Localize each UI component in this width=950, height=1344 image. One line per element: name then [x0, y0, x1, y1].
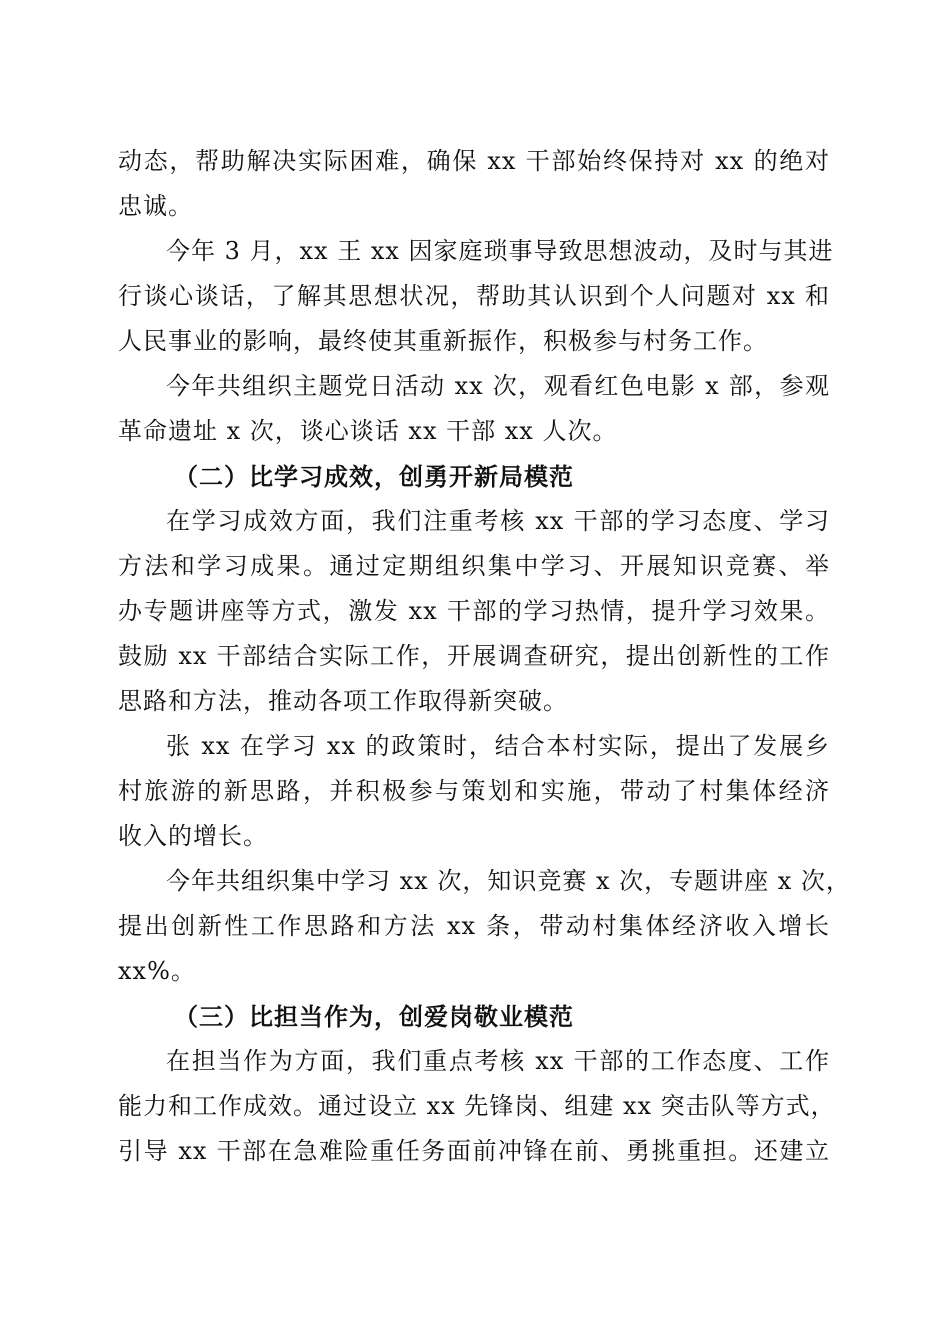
text-line: xx%。	[118, 957, 196, 985]
section-heading: （二）比学习成效，创勇开新局模范	[174, 462, 574, 491]
text-line: 人民事业的影响，最终使其重新振作，积极参与村务工作。	[118, 327, 768, 355]
paragraph-first-line: 今年 3 月，xx 王 xx 因家庭琐事导致思想波动，及时与其进	[166, 237, 834, 265]
text-line: 办专题讲座等方式，激发 xx 干部的学习热情，提升学习效果。	[118, 597, 830, 625]
text-line: 革命遗址 x 次，谈心谈话 xx 干部 xx 人次。	[118, 417, 618, 445]
paragraph-first-line: 在学习成效方面，我们注重考核 xx 干部的学习态度、学习	[166, 507, 830, 535]
text-line: 村旅游的新思路，并积极参与策划和实施，带动了村集体经济	[118, 777, 830, 805]
text-line: 动态，帮助解决实际困难，确保 xx 干部始终保持对 xx 的绝对	[118, 147, 830, 175]
document-body	[118, 139, 851, 1174]
text-line: 思路和方法，推动各项工作取得新突破。	[118, 687, 568, 715]
paragraph-first-line: 张 xx 在学习 xx 的政策时，结合本村实际，提出了发展乡	[166, 732, 830, 760]
text-line: 引导 xx 干部在急难险重任务面前冲锋在前、勇挑重担。还建立	[118, 1137, 830, 1165]
paragraph-first-line: 今年共组织集中学习 xx 次，知识竞赛 x 次，专题讲座 x 次，	[166, 867, 851, 895]
text-line: 提出创新性工作思路和方法 xx 条，带动村集体经济收入增长	[118, 912, 830, 940]
paragraph-first-line: 今年共组织主题党日活动 xx 次，观看红色电影 x 部，参观	[166, 372, 830, 400]
section-heading: （三）比担当作为，创爱岗敬业模范	[174, 1002, 574, 1031]
text-line: 方法和学习成果。通过定期组织集中学习、开展知识竞赛、举	[118, 552, 830, 580]
text-line: 鼓励 xx 干部结合实际工作，开展调查研究，提出创新性的工作	[118, 642, 830, 670]
text-line: 忠诚。	[118, 192, 193, 220]
text-line: 能力和工作成效。通过设立 xx 先锋岗、组建 xx 突击队等方式，	[118, 1092, 836, 1120]
text-line: 行谈心谈话，了解其思想状况，帮助其认识到个人问题对 xx 和	[118, 282, 830, 310]
text-line: 收入的增长。	[118, 822, 268, 850]
paragraph-first-line: 在担当作为方面，我们重点考核 xx 干部的工作态度、工作	[166, 1047, 830, 1075]
